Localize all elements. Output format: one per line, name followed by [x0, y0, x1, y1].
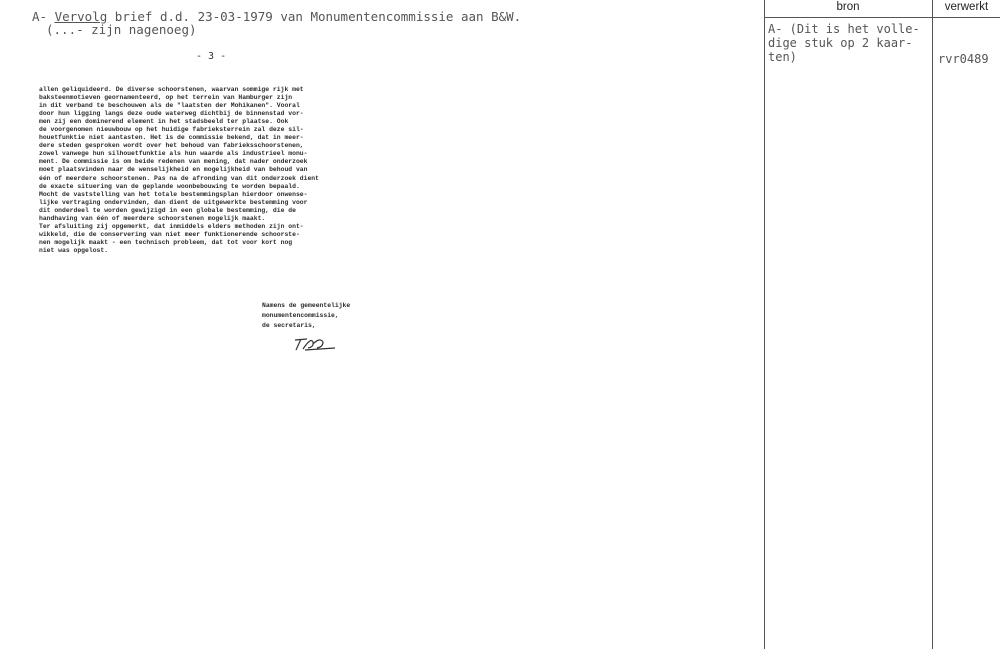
letter-body	[39, 86, 379, 255]
body-line: Ter afsluiting zij opgemerkt, dat inmiddels elders methoden zijn ont-	[39, 222, 304, 230]
body-line: zowel vanwege hun silhouetfunktie als hun waarde als industrieel monu-	[39, 150, 308, 158]
signature-line: Namens de gemeentelijke	[262, 302, 351, 309]
body-line: dere steden gesproken wordt over het behoud van fabrieksschoorstenen,	[39, 142, 304, 150]
body-line: dit onderdeel te worden gewijzigd in een globale bestemming, die de	[39, 206, 296, 214]
body-line: houetfunktie niet aantasten. Het is de commissie bekend, dat in meer-	[39, 134, 304, 142]
page-number: - 3 -	[196, 51, 227, 62]
body-line: ment. De commissie is om beide redenen van mening, dat nader onderzoek	[39, 158, 308, 166]
bron-line: dige stuk op 2 kaar-	[768, 36, 913, 50]
bron-note	[768, 22, 920, 64]
bron-line: ten)	[768, 50, 797, 64]
column-divider	[932, 0, 933, 649]
body-line: één of meerdere schoorstenen. Pas na de afronding van dit onderzoek dient	[39, 174, 319, 182]
body-line: door hun ligging langs deze oude waterweg dichtbij de binnenstad vor-	[39, 110, 304, 118]
column-header-bron: bron	[836, 1, 860, 13]
body-line: nen mogelijk maakt - een technisch probleem, dat tot voor kort nog	[39, 238, 293, 246]
body-line: de voorgenomen nieuwbouw op het huidige fabrieksterrein zal deze sil-	[39, 126, 304, 134]
body-line: niet was opgelost.	[39, 246, 109, 254]
signature-line: monumentencommissie,	[262, 312, 339, 319]
header-title: brief d.d. 23-03-1979 van Monumentencommissie aan B&W.	[107, 9, 522, 24]
column-divider	[764, 0, 765, 649]
handwritten-signature	[293, 334, 339, 352]
signature-line: de secretaris,	[262, 322, 316, 329]
body-line: de exacte situering van de geplande woonbebouwing te worden bepaald.	[39, 182, 300, 190]
signature-block	[262, 301, 350, 331]
header-rule	[764, 17, 1000, 18]
column-header-verwerkt: verwerkt	[944, 1, 989, 13]
body-line: lijke vertraging ondervinden, dan dient de uitgewerkte bestemming voor	[39, 198, 308, 206]
header-prefix: A-	[32, 9, 55, 24]
body-line: men zij een dominerend element in het stadsbeeld ter plaatse. Ook	[39, 118, 289, 126]
body-line: wikkeld, die de conservering van niet meer funktionerende schoorste-	[39, 230, 300, 238]
body-line: baksteenmotieven geornamenteerd, op het terrein van Hamburger zijn	[39, 94, 293, 102]
body-line: moet plaatsvinden naar de wenselijkheid en mogelijkheid van behoud van	[39, 166, 308, 174]
body-line: allen geliquideerd. De diverse schoorstenen, waarvan sommige rijk met	[39, 86, 304, 93]
header-vervolg: Vervolg	[54, 9, 108, 24]
bron-line: A- (Dit is het volle-	[768, 22, 920, 36]
body-line: Mocht de vaststelling van het totale bestemmingsplan hierdoor onwense-	[39, 190, 308, 198]
body-line: handhaving van één of meerdere schoorstenen mogelijk maakt.	[39, 214, 266, 222]
verwerkt-reference: rvr0489	[938, 52, 989, 66]
document-header-line-2: (...- zijn nagenoeg)	[46, 22, 197, 37]
body-line: in dit verband te beschouwen als de "laatsten der Mohikanen". Vooral	[39, 102, 300, 110]
